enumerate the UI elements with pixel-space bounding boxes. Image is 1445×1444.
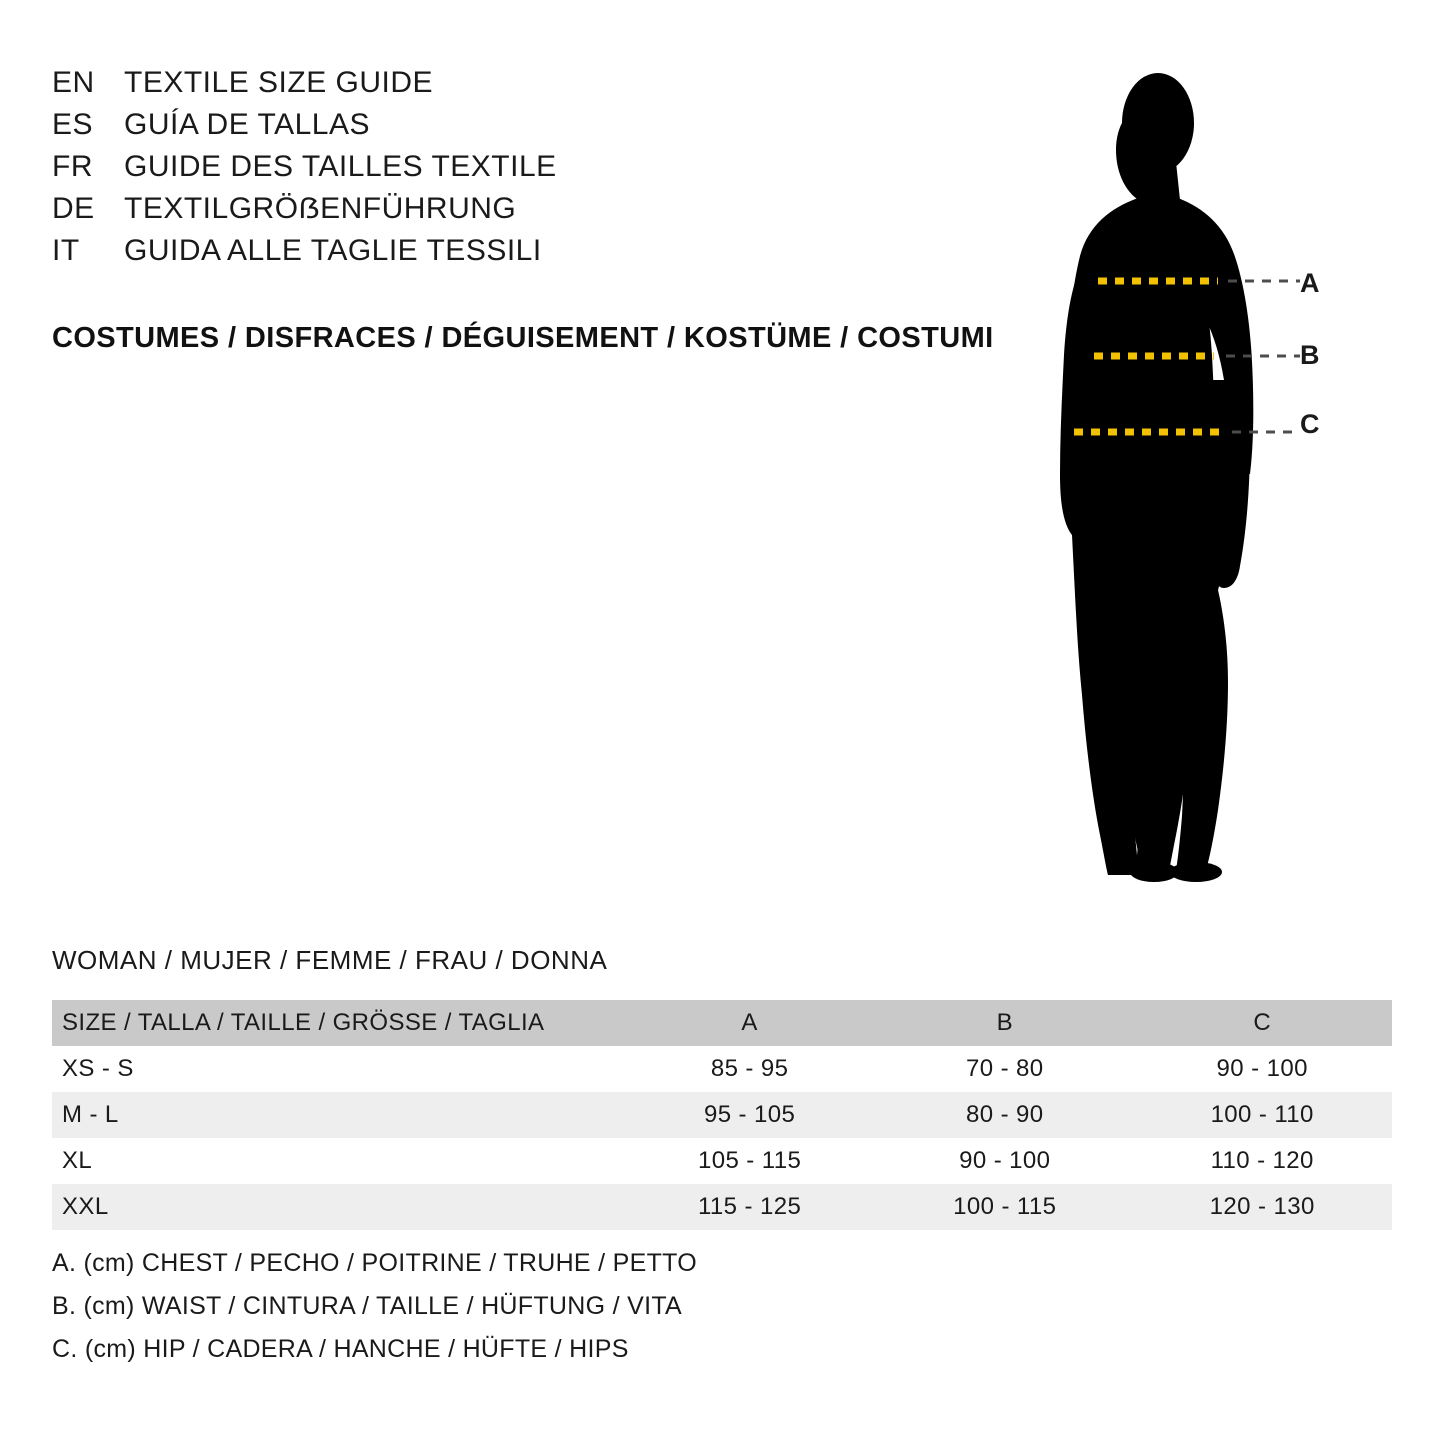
column-header-b: B	[996, 1009, 1013, 1036]
cell-b: 70 - 80	[966, 1055, 1044, 1082]
table-row	[52, 1092, 1392, 1138]
language-text-de: TEXTILGRÖẞENFÜHRUNG	[124, 192, 517, 225]
costumes-subtitle: COSTUMES / DISFRACES / DÉGUISEMENT / KOSTÜME / COSTUMI	[52, 322, 994, 354]
language-text-it: GUIDA ALLE TAGLIE TESSILI	[124, 234, 542, 267]
cell-a: 115 - 125	[697, 1193, 802, 1220]
language-row-fr	[52, 146, 1002, 188]
column-header-size: SIZE / TALLA / TAILLE / GRÖSSE / TAGLIA	[62, 1009, 545, 1036]
legend-item-c: C. (cm) HIP / CADERA / HANCHE / HÜFTE / HIPS	[52, 1335, 629, 1363]
measurement-lines	[1010, 50, 1410, 890]
language-code-de: DE	[52, 192, 95, 225]
cell-c: 120 - 130	[1209, 1193, 1315, 1220]
table-title-woman: WOMAN / MUJER / FEMME / FRAU / DONNA	[52, 945, 608, 975]
size-table-header	[52, 1000, 1392, 1046]
table-row	[52, 1046, 1392, 1092]
cell-size: XL	[62, 1147, 93, 1174]
column-header-a: A	[741, 1009, 758, 1036]
cell-c: 100 - 110	[1210, 1101, 1314, 1128]
table-row	[52, 1138, 1392, 1184]
language-text-fr: GUIDE DES TAILLES TEXTILE	[124, 150, 557, 183]
legend-item-b: B. (cm) WAIST / CINTURA / TAILLE / HÜFTUNG / VITA	[52, 1292, 683, 1320]
cell-b: 90 - 100	[959, 1147, 1051, 1174]
size-table-body	[52, 1046, 1392, 1230]
cell-a: 105 - 115	[697, 1147, 802, 1174]
language-code-fr: FR	[52, 150, 93, 183]
cell-a: 95 - 105	[703, 1101, 796, 1128]
language-code-it: IT	[52, 234, 80, 267]
cell-b: 100 - 115	[953, 1193, 1057, 1220]
language-code-es: ES	[52, 108, 94, 141]
callout-label-a: A	[1300, 268, 1320, 298]
measurement-legend	[52, 1242, 697, 1371]
cell-c: 90 - 100	[1216, 1055, 1308, 1082]
language-row-it	[52, 230, 1002, 272]
cell-size: XS - S	[62, 1055, 134, 1082]
callout-label-b: B	[1300, 340, 1320, 370]
legend-item-a: A. (cm) CHEST / PECHO / POITRINE / TRUHE / PETTO	[52, 1249, 698, 1277]
cell-c: 110 - 120	[1210, 1147, 1314, 1174]
language-row-de	[52, 188, 1002, 230]
column-header-c: C	[1253, 1009, 1272, 1036]
cell-b: 80 - 90	[966, 1101, 1044, 1128]
language-text-en: TEXTILE SIZE GUIDE	[124, 66, 434, 99]
size-table	[52, 1000, 1392, 1230]
callout-label-c: C	[1300, 409, 1320, 439]
cell-size: M - L	[62, 1101, 119, 1128]
language-title-list	[52, 62, 1002, 272]
language-row-es	[52, 104, 1002, 146]
table-row	[52, 1184, 1392, 1230]
language-row-en	[52, 62, 1002, 104]
cell-a: 85 - 95	[710, 1055, 789, 1082]
table-header-row	[52, 1000, 1392, 1046]
language-text-es: GUÍA DE TALLAS	[124, 108, 370, 141]
cell-size: XXL	[62, 1193, 109, 1220]
language-code-en: EN	[52, 66, 95, 99]
